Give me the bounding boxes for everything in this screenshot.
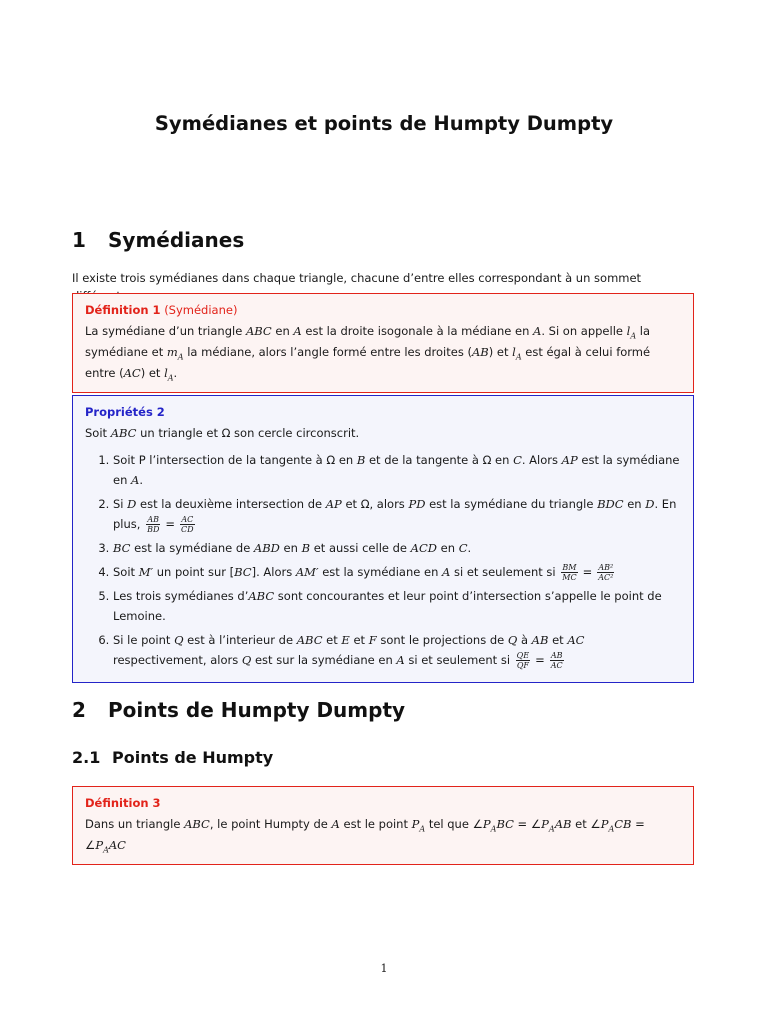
definition-3-text: Dans un triangle ABC, le point Humpty de A est le point $P_A$ tel que $\angle P_ABC$ = $\angle P_AAB$ et $\angle P_ACB$ = $\angle P_AAC$ xyxy=(85,817,645,855)
section-title: Points de Humpty Dumpty xyxy=(108,698,406,722)
section-1-intro: Il existe trois symédianes dans chaque triangle, chacune d’entre elles correspondant à un sommet xyxy=(72,271,642,285)
definition-3-box xyxy=(72,786,694,865)
property-item: 1. Soit P l’intersection de la tangente à Ω en B et de la tangente à Ω en C. Alors AP est la symédiane en A. xyxy=(113,450,681,490)
properties-list xyxy=(85,450,681,670)
definition-3-label: Définition 3 xyxy=(85,796,161,810)
property-item: 3. BC est la symédiane de ABD en B et aussi celle de ACD en C. xyxy=(113,538,681,558)
section-title: Symédianes xyxy=(108,228,245,252)
section-1-heading xyxy=(72,228,244,252)
subsection-title: Points de Humpty xyxy=(112,748,274,767)
page-number: 1 xyxy=(380,962,388,975)
subsection-number: 2.1 xyxy=(72,748,101,767)
section-2-heading xyxy=(72,698,405,722)
definition-1-label: Définition 1 xyxy=(85,303,161,317)
definition-1-subtitle: (Symédiane) xyxy=(164,303,238,317)
property-item: 6. Si le point Q est à l’interieur de ABC et E et F sont le projections de Q à AB et AC respectivement, alors Q est sur la symédiane en A si et seulement si $\frac{QE}{QF}$ = $\frac{AB}{AC}$ xyxy=(113,630,681,670)
property-item: 5. Les trois symédianes d’ABC sont concourantes et leur point d’intersection s’appelle le point de Lemoine. xyxy=(113,586,681,626)
property-item: 2. Si D est la deuxième intersection de AP et Ω, alors PD est la symédiane du triangle BDC en D. En plus, $\frac{AB}{BD}$ = $\frac{AC}{CD}$ xyxy=(113,494,681,534)
page-title: Symédianes et points de Humpty Dumpty xyxy=(154,112,614,135)
property-item: 4. Soit M′ un point sur [BC]. Alors AM′ est la symédiane en A si et seulement si $\frac{BM}{MC}$ = $\frac{\text{AB²}}{\text{AC²}}$ xyxy=(113,562,681,582)
definition-1-box xyxy=(72,293,694,393)
properties-2-intro: Soit ABC un triangle et Ω son cercle circonscrit. xyxy=(85,426,360,440)
properties-2-box xyxy=(72,395,694,683)
section-number: 2 xyxy=(72,698,86,722)
definition-1-header xyxy=(85,300,681,321)
subsection-2-1-heading xyxy=(72,748,273,767)
properties-2-label: Propriétés 2 xyxy=(85,405,165,419)
section-number: 1 xyxy=(72,228,86,252)
definition-1-text: La symédiane d’un triangle ABC en A est la droite isogonale à la médiane en A. Si on appelle $l_A$ la symédiane et $m_A$ la médiane, alors l’angle formé entre les droites (AB) et $l_A$ est égal à celui formé entre (AC) et $l_A$. xyxy=(85,324,651,383)
